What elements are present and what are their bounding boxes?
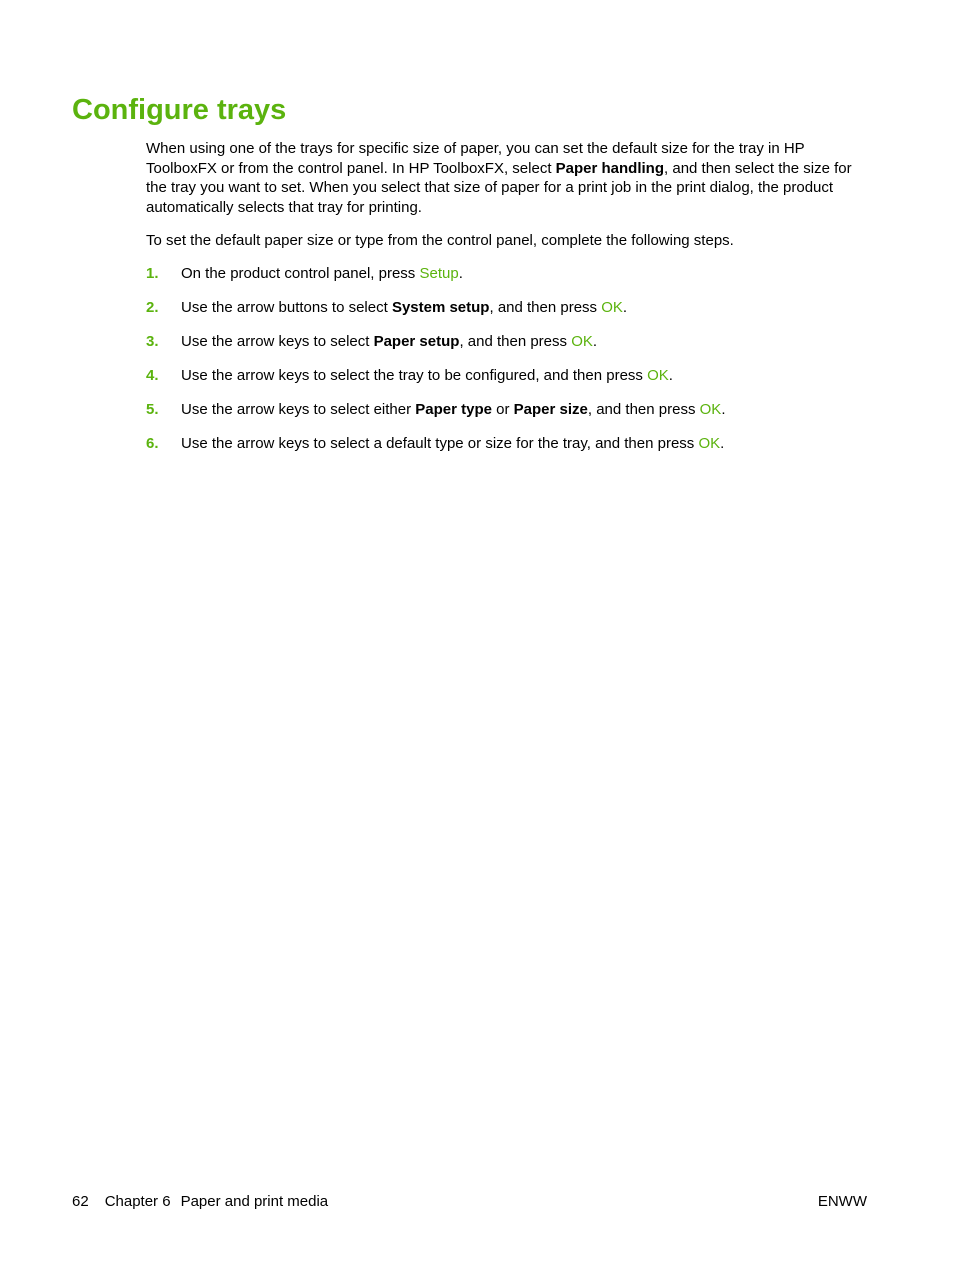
step-text: Use the arrow buttons to select	[181, 299, 392, 316]
step-6	[146, 434, 871, 468]
step-keyword: OK	[571, 333, 593, 350]
step-1	[146, 264, 871, 298]
intro-paragraph	[146, 139, 871, 217]
step-text: , and then press	[459, 333, 572, 350]
step-number: 2.	[146, 299, 159, 316]
intro-bold-paper-handling: Paper handling	[555, 159, 665, 177]
step-end: .	[592, 333, 598, 350]
intro-text-1: When using one of the trays for specific size of paper, you can set the default size for the tray in HP ToolboxFX or from the control panel. In HP ToolboxFX, select	[146, 140, 805, 177]
step-number: 4.	[146, 367, 159, 384]
step-3	[146, 332, 871, 366]
step-text: , and then press	[489, 299, 602, 316]
step-text: Use the arrow keys to select	[181, 333, 374, 350]
step-text: Use the arrow keys to select the tray to be configured, and then press	[181, 367, 648, 384]
step-bold: Paper type	[415, 401, 492, 418]
step-number: 6.	[146, 435, 159, 452]
lead-paragraph: To set the default paper size or type from the control panel, complete the following steps.	[146, 232, 734, 249]
step-end: .	[721, 401, 726, 418]
page-title: Configure trays	[72, 94, 287, 126]
footer-left	[72, 1192, 328, 1212]
chapter-label: Chapter 6	[104, 1193, 171, 1210]
steps-list	[146, 264, 871, 468]
step-text: Use the arrow keys to select either	[181, 401, 416, 418]
intro-text-2: , and then select the size for the tray you want to set. When you select that size of paper for a print job in the print dialog, the product automatically selects that tray for printing.	[146, 159, 852, 216]
step-end: .	[668, 367, 673, 384]
page-number: 62	[72, 1193, 89, 1210]
step-2	[146, 298, 871, 332]
step-keyword: OK	[601, 299, 623, 316]
step-text: On the product control panel, press	[181, 265, 420, 282]
step-keyword: OK	[647, 367, 669, 384]
step-number: 1.	[146, 265, 159, 282]
footer-right-label: ENWW	[817, 1193, 867, 1210]
step-end: .	[720, 435, 725, 452]
step-number: 5.	[146, 401, 159, 418]
step-keyword: Setup	[419, 265, 459, 282]
step-bold: Paper size	[513, 401, 588, 418]
step-end: .	[622, 299, 628, 316]
step-end: .	[458, 265, 463, 282]
step-4	[146, 366, 871, 400]
step-text: or	[491, 401, 514, 418]
step-5	[146, 400, 871, 434]
step-bold: Paper setup	[373, 333, 460, 350]
chapter-title: Paper and print media	[180, 1193, 329, 1210]
step-keyword: OK	[699, 401, 722, 418]
step-keyword: OK	[698, 435, 721, 452]
step-number: 3.	[146, 333, 159, 350]
step-bold: System setup	[391, 299, 490, 316]
step-text: , and then press	[587, 401, 700, 418]
step-text: Use the arrow keys to select a default type or size for the tray, and then press	[181, 435, 699, 452]
